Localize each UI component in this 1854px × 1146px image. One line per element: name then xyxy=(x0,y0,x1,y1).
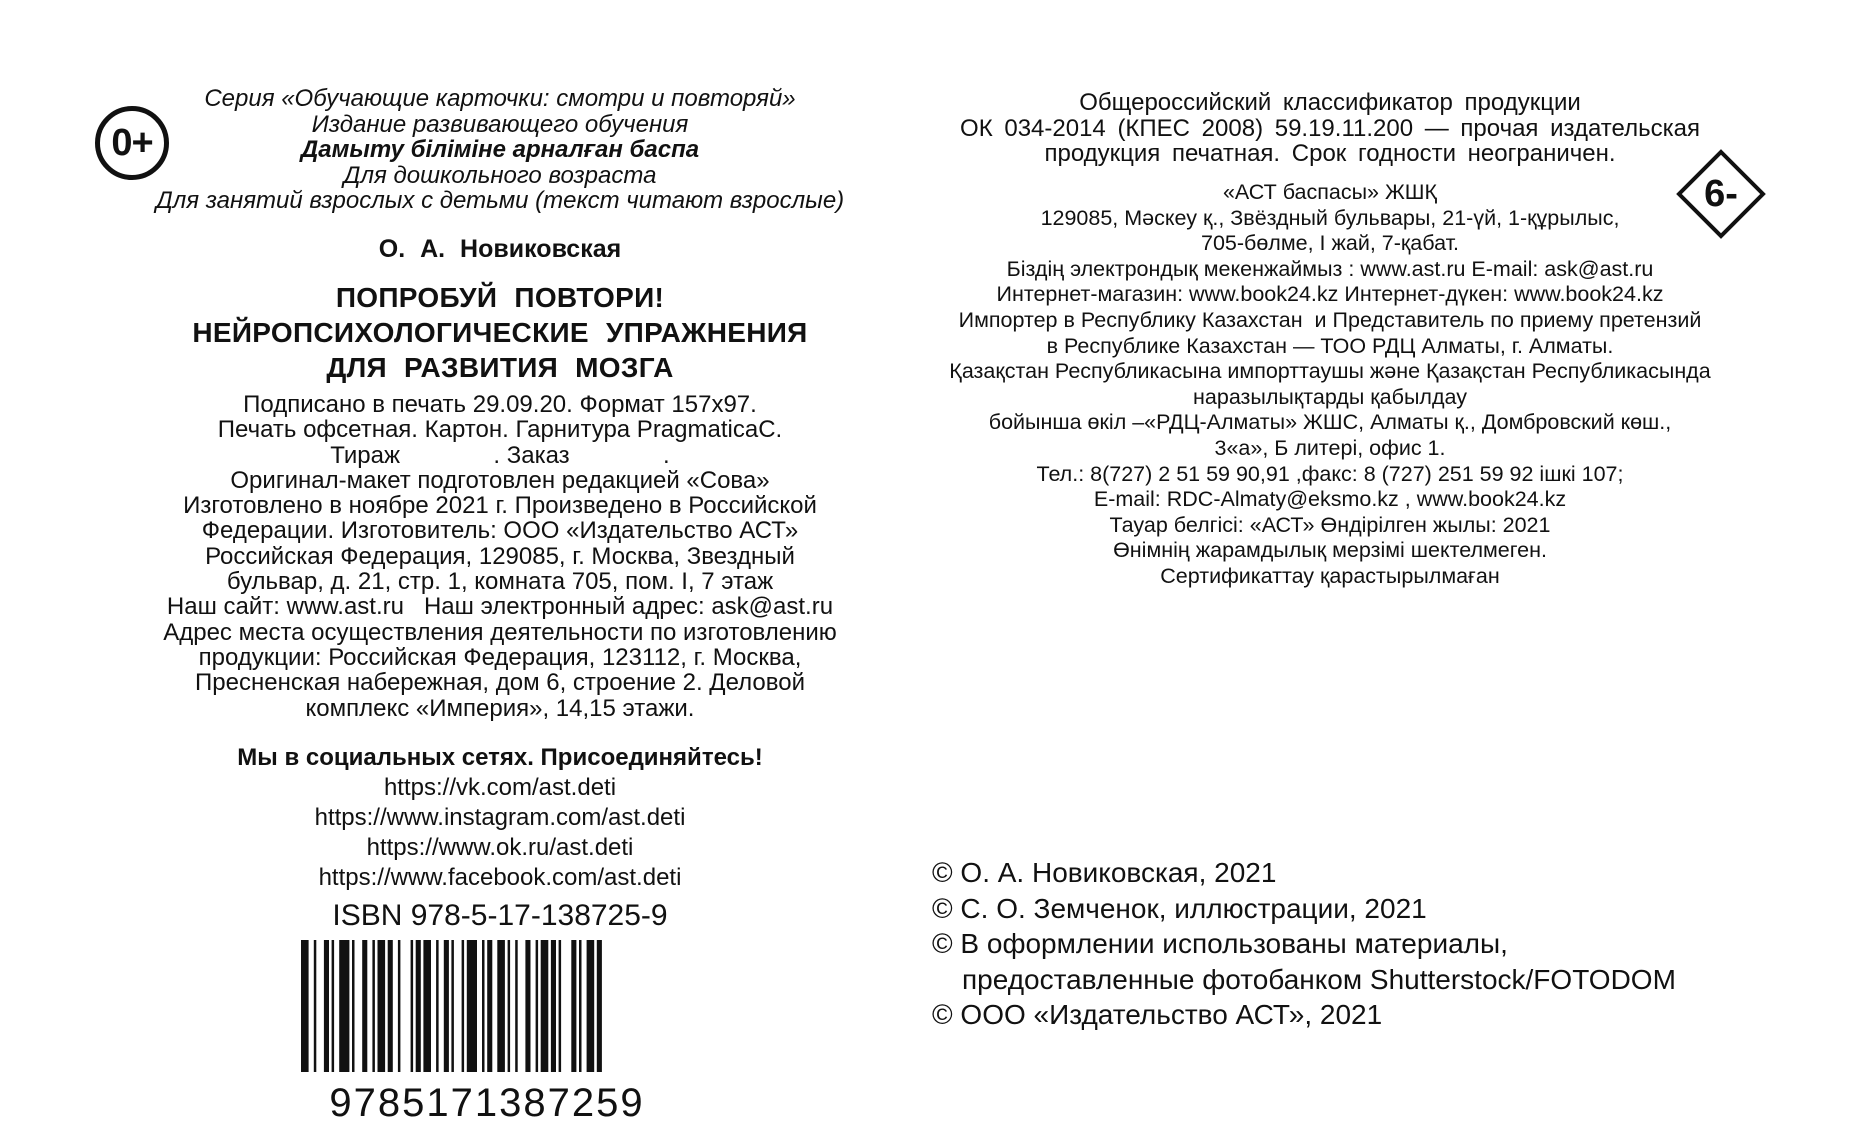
copyright-line: предоставленные фотобанком Shutterstock/FOTODOM xyxy=(962,963,1676,995)
title-line: ДЛЯ РАЗВИТИЯ МОЗГА xyxy=(326,352,674,383)
social-link-ok[interactable]: https://www.ok.ru/ast.deti xyxy=(366,834,634,861)
imprint-line: Пресненская набережная, дом 6, строение 2. Деловой xyxy=(195,669,805,697)
series-line: Для занятий взрослых с детьми (текст читают взрослые) xyxy=(155,187,845,214)
barcode-bar xyxy=(332,940,335,1072)
kz-line: Біздің электрондық мекенжаймыз : www.ast.ru E-mail: ask@ast.ru xyxy=(1006,256,1654,281)
barcode-bar xyxy=(559,940,562,1072)
barcode-bar xyxy=(324,940,329,1072)
barcode-bar xyxy=(436,940,439,1072)
classifier-line: продукция печатная. Срок годности неограничен. xyxy=(1044,140,1616,167)
title-line: НЕЙРОПСИХОЛОГИЧЕСКИЕ УПРАЖНЕНИЯ xyxy=(192,317,808,348)
age-rating-label: 0+ xyxy=(111,121,153,164)
barcode-bar xyxy=(597,940,602,1072)
isbn-number: ISBN 978-5-17-138725-9 xyxy=(332,899,668,932)
copyright-line: © О. А. Новиковская, 2021 xyxy=(932,857,1277,888)
social-link-instagram[interactable]: https://www.instagram.com/ast.deti xyxy=(314,804,686,831)
kz-line: Сертификаттау қарастырылмаған xyxy=(1160,563,1500,588)
age-rating-label: 6- xyxy=(1704,172,1738,215)
imprint-line: Наш сайт: www.ast.ru Наш электронный адрес: ask@ast.ru xyxy=(166,593,834,621)
copyright-line: © В оформлении использованы материалы, xyxy=(932,928,1508,959)
barcode-bar xyxy=(482,940,485,1072)
barcode-digits: 9785171387259 xyxy=(329,1081,645,1120)
kz-line: 3«а», Б литері, офис 1. xyxy=(1214,435,1446,460)
imprint-line: Печать офсетная. Картон. Гарнитура PragmaticaC. xyxy=(217,416,783,444)
imprint-line: Изготовлено в ноябре 2021 г. Произведено в Российской xyxy=(183,492,817,520)
imprint-line: Тираж . Заказ . xyxy=(330,441,670,469)
kz-line: E-mail: RDC-Almaty@eksmo.kz , www.book24.kz xyxy=(1093,487,1567,512)
barcode-icon xyxy=(297,940,677,1120)
series-line: Дамыту біліміне арналған баспа xyxy=(300,136,700,163)
barcode-bar xyxy=(541,940,549,1072)
social-heading: Мы в социальных сетях. Присоединяйтесь! xyxy=(237,744,763,771)
barcode-bar xyxy=(536,940,539,1072)
copyright-line: © ООО «Издательство АСТ», 2021 xyxy=(932,999,1383,1030)
book-title xyxy=(140,280,860,385)
imprint-line: Оригинал-макет подготовлен редакцией «Сова» xyxy=(230,466,770,494)
classifier-line: ОК 034-2014 (КПЕС 2008) 59.19.11.200 — прочая издательская xyxy=(960,114,1700,142)
kz-line: в Республике Казахстан — ТОО РДЦ Алматы, г. Алматы. xyxy=(1046,333,1614,358)
barcode-bar xyxy=(362,940,367,1072)
barcode-bar xyxy=(525,940,530,1072)
barcode-bar xyxy=(508,940,511,1072)
title-line: ПОПРОБУЙ ПОВТОРИ! xyxy=(335,282,665,313)
barcode-bar xyxy=(487,940,492,1072)
imprint-info xyxy=(110,392,890,721)
social-link-facebook[interactable]: https://www.facebook.com/ast.deti xyxy=(318,864,682,891)
social-link-vk[interactable]: https://vk.com/ast.deti xyxy=(383,774,617,801)
kz-line: 705-бөлме, I жай, 7-қабат. xyxy=(1201,231,1459,256)
barcode-bar xyxy=(462,940,465,1072)
barcode-bar xyxy=(301,940,309,1072)
barcode-bar xyxy=(339,940,349,1072)
barcode-bar xyxy=(352,940,355,1072)
kz-line: Тел.: 8(727) 2 51 59 90,91 ,факс: 8 (727) 251 59 92 ішкі 107; xyxy=(1036,461,1624,486)
barcode-bar xyxy=(411,940,414,1072)
kz-line: бойынша өкіл –«РДЦ-Алматы» ЖШС, Алматы қ., Домбровский көш., xyxy=(988,410,1672,435)
kz-line: 129085, Мәскеу қ., Звёздный бульвары, 21-үй, 1-құрылыс, xyxy=(1040,205,1620,230)
kz-line: «АСТ баспасы» ЖШҚ xyxy=(1222,180,1438,204)
barcode-bar xyxy=(467,940,477,1072)
barcode-bar xyxy=(314,940,317,1072)
barcode-bar xyxy=(497,940,505,1072)
imprint-line: бульвар, д. 21, стр. 1, комната 705, пом. I, 7 этаж xyxy=(226,568,774,596)
author-name: О. А. Новиковская xyxy=(378,235,622,263)
barcode-bar xyxy=(388,940,393,1072)
copyright-block xyxy=(932,855,1812,1033)
kz-line: наразылықтарды қабылдау xyxy=(1193,384,1467,409)
imprint-line: продукции: Российская Федерация, 123112, г. Москва, xyxy=(198,643,802,671)
series-line: Издание развивающего обучения xyxy=(311,110,689,138)
series-line: Серия «Обучающие карточки: смотри и повторяй» xyxy=(204,85,796,112)
barcode-bar xyxy=(372,940,375,1072)
series-line: Для дошкольного возраста xyxy=(343,161,657,189)
copyright-line: © С. О. Земченок, иллюстрации, 2021 xyxy=(932,892,1427,924)
kz-line: Өнімнің жарамдылық мерзімі шектелмеген. xyxy=(1113,538,1547,563)
barcode-bar xyxy=(551,940,556,1072)
barcode-bar xyxy=(587,940,595,1072)
barcode-bar xyxy=(378,940,386,1072)
barcode-bar xyxy=(444,940,449,1072)
barcode-bar xyxy=(515,940,518,1072)
kz-line: Интернет-магазин: www.book24.kz Интернет-дүкен: www.book24.kz xyxy=(996,282,1664,307)
barcode-bar xyxy=(416,940,421,1072)
imprint-line: Подписано в печать 29.09.20. Формат 157х97. xyxy=(243,391,757,418)
classifier-line: Общероссийский классификатор продукции xyxy=(1079,89,1581,116)
kz-line: Импортер в Республику Казахстан и Представитель по приему претензий xyxy=(958,307,1702,332)
barcode-bar xyxy=(571,940,576,1072)
imprint-line: комплекс «Империя», 14,15 этажи. xyxy=(305,694,695,722)
kazakhstan-import-info xyxy=(860,180,1800,590)
barcode-bar xyxy=(423,940,431,1072)
product-classifier xyxy=(880,90,1780,167)
kz-line: Тауар белгісі: «АСТ» Өндірілген жылы: 2021 xyxy=(1109,512,1551,537)
imprint-line: Адрес места осуществления деятельности по изготовлению xyxy=(163,618,837,646)
imprint-line: Федерации. Изготовитель: ООО «Издательство АСТ» xyxy=(201,517,799,545)
barcode-bar xyxy=(451,940,454,1072)
kz-line: Қазақстан Республикасына импорттаушы және Қазақстан Республикасында xyxy=(949,359,1711,384)
series-info xyxy=(140,86,860,214)
barcode-bar xyxy=(579,940,582,1072)
social-links xyxy=(140,773,860,893)
imprint-line: Российская Федерация, 129085, г. Москва, Звездный xyxy=(205,542,795,570)
barcode-bar xyxy=(398,940,401,1072)
